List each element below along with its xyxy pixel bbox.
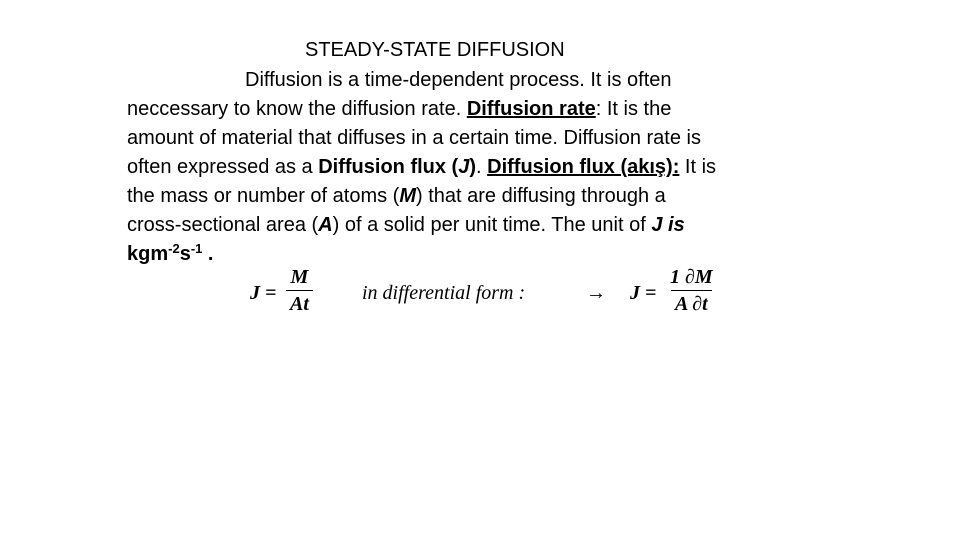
unit-text: s [179,243,191,265]
formula-lhs-2: J = [630,282,657,304]
paragraph-line [127,182,827,211]
term-diffusion-flux: Diffusion flux ( [318,156,459,178]
term-diffusion-flux-akis: Diffusion flux (akış): [487,156,680,178]
exponent: -2 [168,241,180,256]
text-run: amount of material that diffuses in a certain time. Diffusion rate is [127,127,701,149]
text-run: It is [679,156,717,178]
paragraph-line [127,240,827,269]
symbol-j: J [458,156,470,178]
formula-text: in differential form : [362,282,526,304]
paragraph-line [127,153,827,182]
text-run: the mass or number of atoms ( [127,185,400,207]
paragraph-line [127,66,827,95]
fraction-denominator: A ∂t [671,290,712,317]
text-run: Diffusion is a time-dependent process. It is often [245,69,672,91]
text-run: often expressed as a [127,156,319,178]
formula-lhs: J = [250,282,277,304]
text-run: neccessary to know the diffusion rate. [127,98,467,120]
text-run: cross-sectional area ( [127,214,319,236]
fraction-numerator: 1 ∂M [670,266,713,288]
arrow-icon: → [586,282,606,304]
fraction-denominator: At [286,290,313,317]
text-run: ) of a solid per unit time. The unit of [332,214,652,236]
term-diffusion-rate: Diffusion rate [466,98,596,120]
symbol-a: A [318,214,333,236]
body-paragraph [127,66,827,269]
fraction-m-over-at [286,264,313,317]
exponent: -1 [190,241,203,256]
unit-text: . [202,243,214,265]
text-run: ) [469,156,477,178]
text-run: : It is the [595,98,672,120]
fraction-partial [666,264,717,317]
paragraph-line [127,211,827,240]
slide-title: STEADY-STATE DIFFUSION [305,39,565,61]
paragraph-line [127,95,827,124]
symbol-m: M [399,185,416,207]
text-run: . [476,156,488,178]
unit-text: kgm [127,243,169,265]
paragraph-line [127,124,827,153]
fraction-numerator: M [290,266,309,288]
text-run: ) that are diffusing through a [416,185,666,207]
unit-of-j: J is [651,214,685,236]
